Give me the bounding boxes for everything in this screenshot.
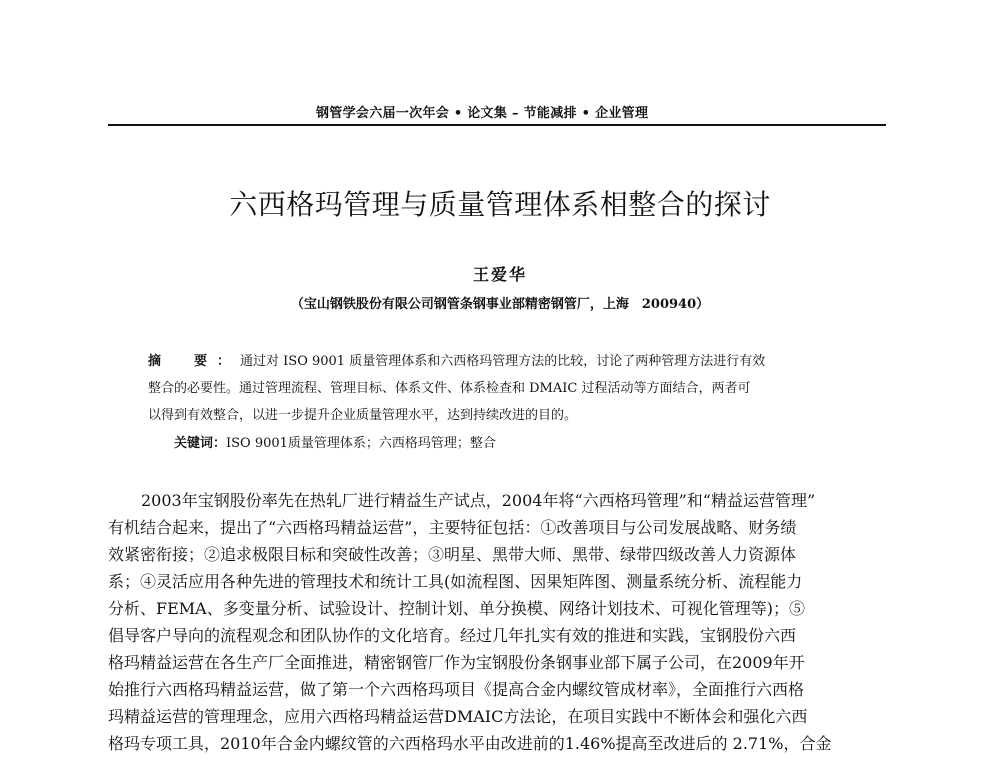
body-line: 格玛专项工具，2010年合金内螺纹管的六西格玛水平由改进前的1.46%提高至改进后的 2.71%，合金 (108, 734, 832, 753)
keywords-text: ISO 9001质量管理体系；六西格玛管理；整合 (226, 436, 496, 451)
running-head: 钢管学会六届一次年会 • 论文集 – 节能减排 • 企业管理 (316, 106, 649, 121)
body-line: 2003年宝钢股份率先在热轧厂进行精益生产试点，2004年将“六西格玛管理”和“精益运营管理” (141, 491, 816, 510)
body-line: 系；④灵活应用各种先进的管理技术和统计工具(如流程图、因果矩阵图、测量系统分析、流程能力 (108, 572, 803, 591)
body-paragraph (108, 487, 888, 757)
body-line: 效紧密衔接；②追求极限目标和突破性改善；③明星、黑带大师、黑带、绿带四级改善人力资源体 (108, 545, 797, 564)
abstract-text: 通过对 ISO 9001 质量管理体系和六西格玛管理方法的比较，讨论了两种管理方法进行有效 (240, 354, 766, 369)
abstract-line (148, 348, 858, 375)
body-line: 格玛精益运营在各生产厂全面推进，精密钢管厂作为宝钢股份条钢事业部下属子公司，在2009年开 (108, 653, 805, 672)
body-line: 始推行六西格玛精益运营，做了第一个六西格玛项目《提高合金内螺纹管成材率》，全面推行六西格 (108, 680, 805, 699)
body-line: 玛精益运营的管理理念，应用六西格玛精益运营DMAIC方法论，在项目实践中不断体会和强化六西 (108, 707, 808, 726)
body-line: 分析、FEMA、多变量分析、试验设计、控制计划、单分换模、网络计划技术、可视化管理等)；⑤ (108, 599, 805, 618)
paper-title: 六西格玛管理与质量管理体系相整合的探讨 (229, 188, 771, 221)
author-name: 王爱华 (472, 265, 527, 284)
body-line: 有机结合起来，提出了“六西格玛精益运营”，主要特征包括：①改善项目与公司发展战略、财务绩 (108, 518, 797, 537)
abstract-line: 以得到有效整合，以进一步提升企业质量管理水平，达到持续改进的目的。 (148, 408, 578, 423)
abstract-line: 整合的必要性。通过管理流程、管理目标、体系文件、体系检查和 DMAIC 过程活动等方面结合，两者可 (148, 381, 751, 396)
header-rule (108, 124, 886, 126)
body-line: 倡导客户导向的流程观念和团队协作的文化培育。经过几年扎实有效的推进和实践，宝钢股份六西 (108, 626, 797, 645)
author-affiliation: （宝山钢铁股份有限公司钢管条钢事业部精密钢管厂，上海 200940） (290, 297, 710, 312)
abstract-label: 摘 要： (148, 354, 241, 369)
keywords-label: 关键词： (174, 436, 227, 451)
keywords (174, 432, 496, 451)
abstract (148, 348, 858, 429)
